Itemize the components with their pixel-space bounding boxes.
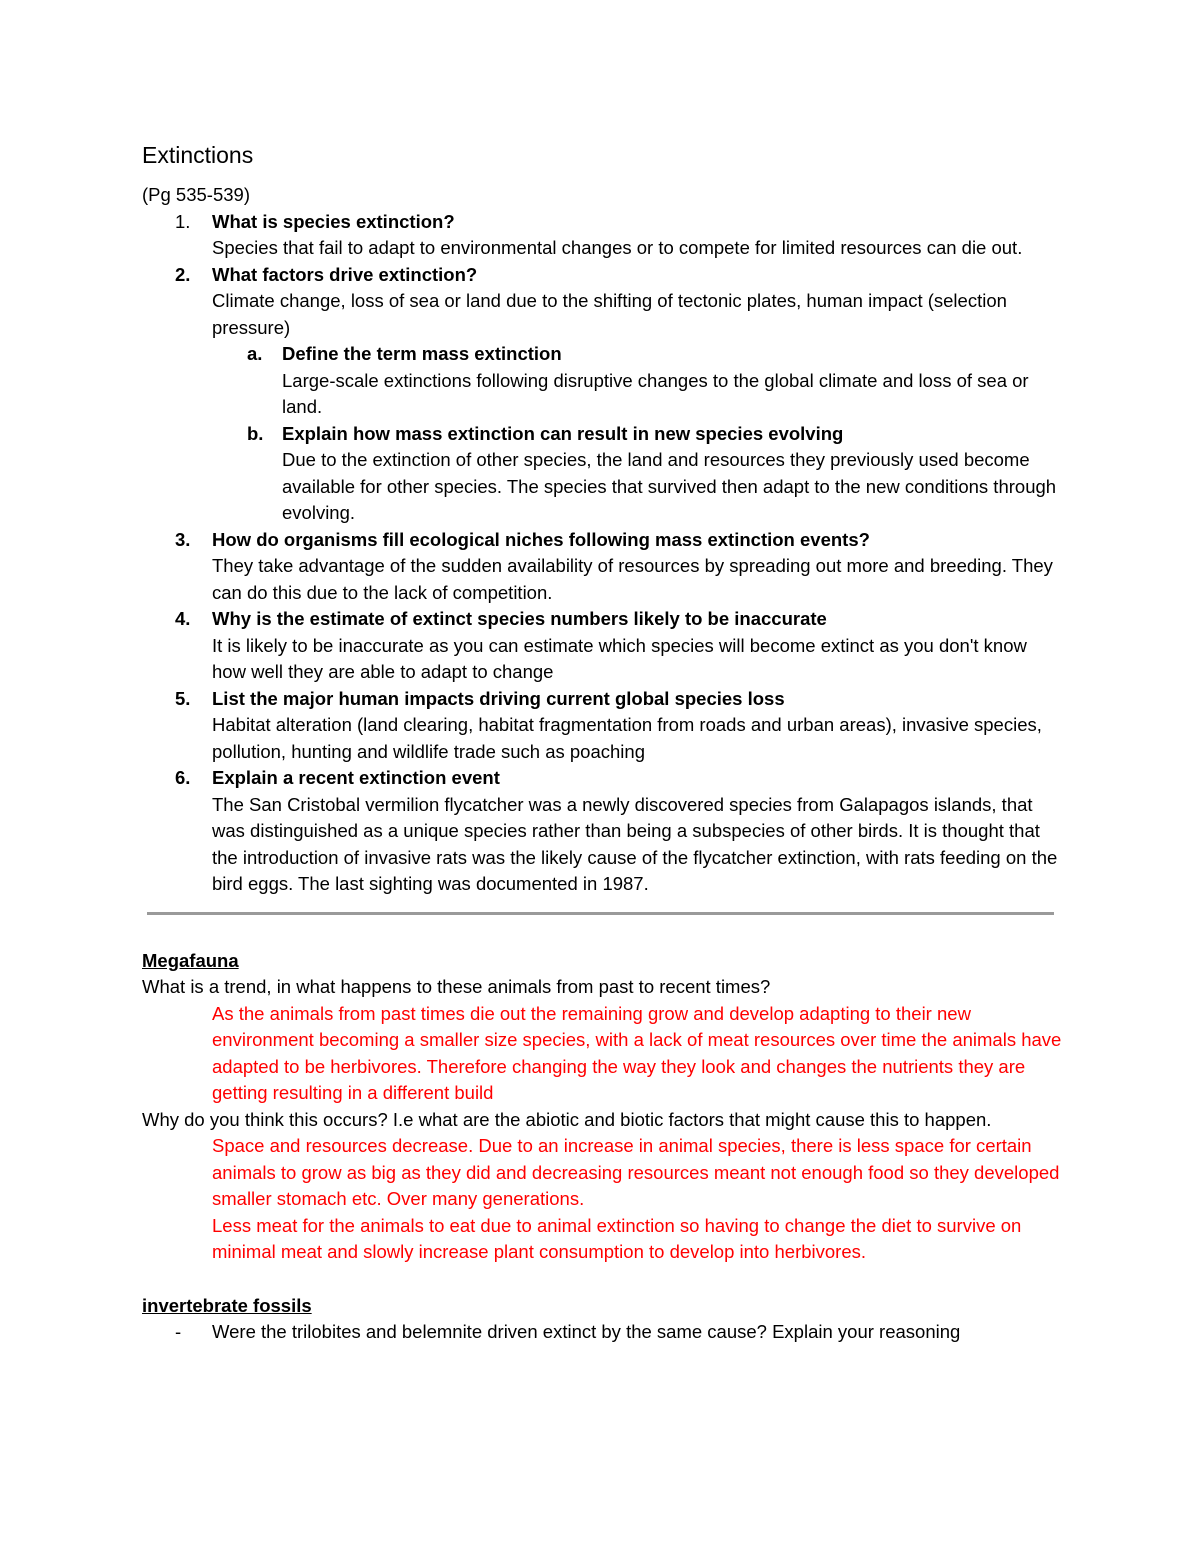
question-text: What factors drive extinction?: [212, 263, 478, 285]
bullet-dash: -: [175, 1321, 182, 1342]
question-number: 2.: [175, 263, 191, 285]
sub-question-letter: a.: [247, 343, 263, 364]
answer-text: Habitat alteration (land clearing, habitat fragmentation from roads and urban areas), invasive species, pollution, hunting and wildlife trade such as poaching: [212, 714, 1042, 762]
question-3: [142, 527, 1062, 607]
question-text: How do organisms fill ecological niches following mass extinction events?: [212, 528, 870, 550]
invertebrate-item-1: [142, 1319, 1062, 1346]
question-number: 3.: [175, 528, 191, 550]
sub-answer-text: Large-scale extinctions following disruptive changes to the global climate and loss of sea or land.: [282, 369, 1029, 417]
question-6: [142, 765, 1062, 898]
invertebrate-heading: invertebrate fossils: [142, 1294, 312, 1316]
sub-question-text: Define the term mass extinction: [282, 343, 562, 364]
horizontal-divider: [147, 912, 1054, 915]
question-1: [142, 209, 1062, 262]
answer-text: It is likely to be inaccurate as you can estimate which species will become extinct as you don't know how well they are able to adapt to change: [212, 634, 1027, 682]
megafauna-answer-2a: Space and resources decrease. Due to an increase in animal species, there is less space for certain animals to grow as big as they did and decreasing resources meant not enough food so they developed smaller stomach etc. Over many generations.: [212, 1135, 1060, 1209]
megafauna-answer-1: As the animals from past times die out the remaining grow and develop adapting to their new environment becoming a smaller size species, with a lack of meat resources over time the animals have adapted to be herbivores. Therefore changing the way they look and changes the nutrients they are getting resulting in a different build: [212, 1002, 1062, 1103]
question-text: What is species extinction?: [212, 210, 455, 232]
question-text: Explain a recent extinction event: [212, 767, 500, 788]
sub-question-b: [212, 421, 1062, 527]
question-number: 4.: [175, 608, 191, 629]
answer-text: Climate change, loss of sea or land due to the shifting of tectonic plates, human impact (selection pressure): [212, 290, 1007, 338]
question-5: [142, 686, 1062, 766]
megafauna-prompt-1: What is a trend, in what happens to these animals from past to recent times?: [142, 976, 771, 997]
sub-question-letter: b.: [247, 422, 264, 444]
doc-title: Extinctions: [142, 142, 254, 168]
answer-text: The San Cristobal vermilion flycatcher was a newly discovered species from Galapagos islands, that was distinguished as a unique species rather than being a subspecies of other birds. It is thought that the introduction of invasive rats was the likely cause of the flycatcher extinction, with rats feeding on the bird eggs. The last sighting was documented in 1987.: [212, 793, 1058, 894]
invertebrate-item-text: Were the trilobites and belemnite driven extinct by the same cause? Explain your reasoning: [212, 1321, 961, 1342]
question-text: List the major human impacts driving current global species loss: [212, 687, 785, 709]
question-number: 1.: [175, 210, 191, 232]
answer-text: Species that fail to adapt to environmental changes or to compete for limited resources can die out.: [212, 237, 1023, 258]
document-page: [142, 140, 1062, 1346]
question-number: 6.: [175, 767, 191, 788]
megafauna-answer-2b: Less meat for the animals to eat due to animal extinction so having to change the diet to survive on minimal meat and slowly increase plant consumption to develop into herbivores.: [212, 1214, 1022, 1262]
sub-question-a: [212, 341, 1062, 421]
question-text: Why is the estimate of extinct species numbers likely to be inaccurate: [212, 608, 827, 629]
megafauna-prompt-2: Why do you think this occurs? I.e what are the abiotic and biotic factors that might cause this to happen.: [142, 1108, 992, 1130]
question-4: [142, 606, 1062, 686]
sub-answer-text: Due to the extinction of other species, the land and resources they previously used become available for other species. The species that survived then adapt to the new conditions through evolving.: [282, 449, 1057, 523]
megafauna-heading: Megafauna: [142, 949, 239, 971]
spacer: [142, 1266, 1062, 1293]
sub-question-text: Explain how mass extinction can result in new species evolving: [282, 422, 844, 444]
answer-text: They take advantage of the sudden availability of resources by spreading out more and breeding. They can do this due to the lack of competition.: [212, 555, 1053, 603]
question-2: [142, 262, 1062, 527]
page-reference: (Pg 535-539): [142, 184, 250, 205]
question-number: 5.: [175, 687, 191, 709]
